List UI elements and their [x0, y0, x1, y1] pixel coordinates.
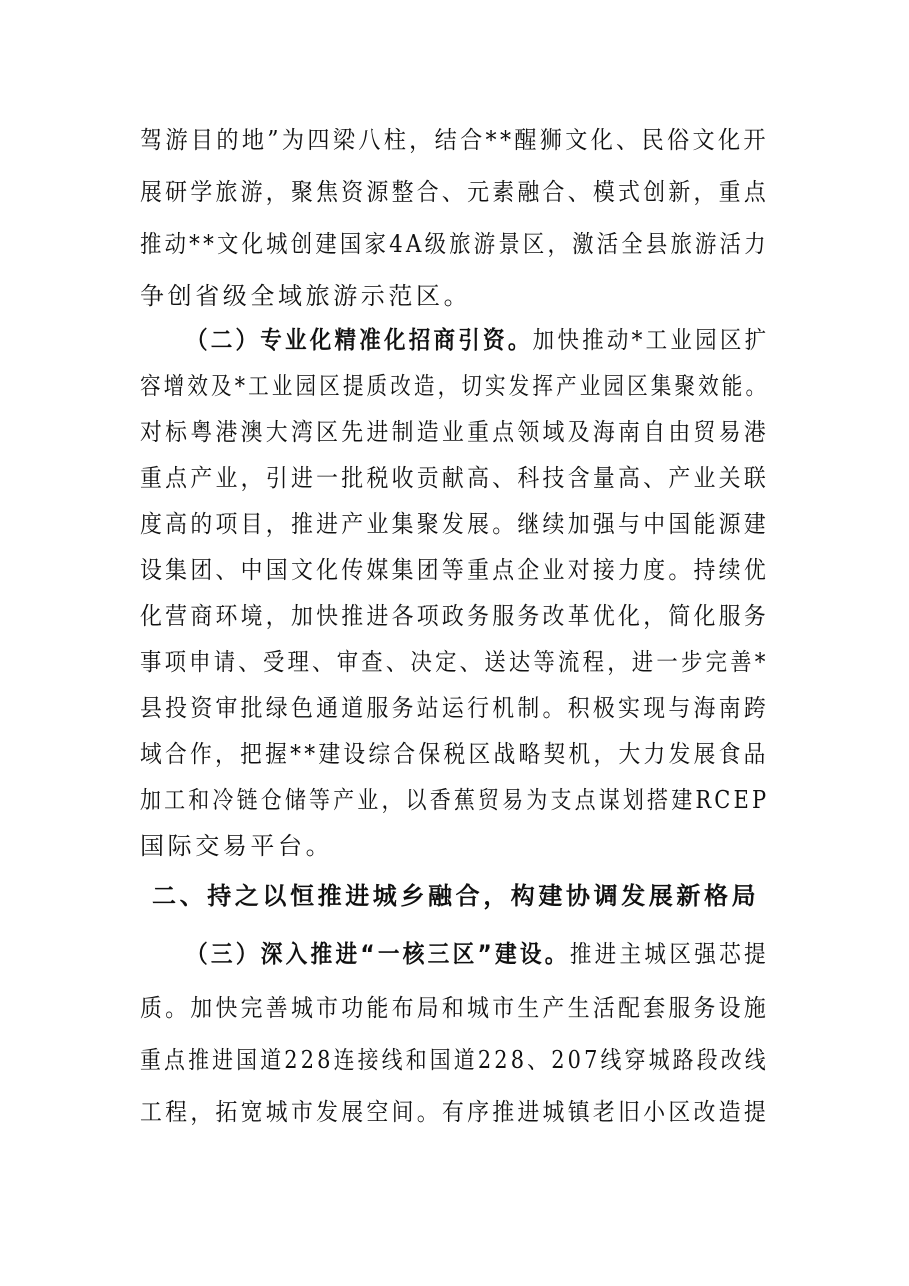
paragraph-line: 重点推进国道228连接线和国道228、207线穿城路段改线 [140, 1046, 769, 1074]
paragraph-line: 推动**文化城创建国家4A级旅游景区，激活全县旅游活力 [140, 230, 769, 258]
paragraph-line: 驾游目的地”为四梁八柱，结合**醒狮文化、民俗文化开 [140, 126, 769, 154]
paragraph-line: 事项申请、受理、审查、决定、送达等流程，进一步完善* [140, 648, 769, 676]
paragraph-line: 展研学旅游，聚焦资源整合、元素融合、模式创新，重点 [140, 178, 769, 206]
paragraph-first-line [186, 320, 769, 360]
paragraph-line: 重点产业，引进一批税收贡献高、科技含量高、产业关联 [140, 464, 769, 492]
paragraph-text: 推进主城区强芯提 [569, 940, 769, 968]
paragraph-line: 度高的项目，推进产业集聚发展。继续加强与中国能源建 [140, 510, 769, 538]
subsection-heading: （三）深入推进“一核三区”建设。 [186, 940, 570, 968]
paragraph-line: 加工和冷链仓储等产业，以香蕉贸易为支点谋划搭建RCEP [140, 786, 770, 814]
paragraph-line: 对标粤港澳大湾区先进制造业重点领域及海南自由贸易港 [140, 418, 769, 446]
paragraph-first-line [186, 934, 769, 974]
subsection-heading: （二）专业化精准化招商引资。 [186, 326, 533, 354]
paragraph-line: 县投资审批绿色通道服务站运行机制。积极实现与海南跨 [140, 694, 769, 722]
section-heading: 二、持之以恒推进城乡融合，构建协调发展新格局 [152, 882, 760, 910]
paragraph-line: 争创省级全域旅游示范区。 [140, 282, 472, 310]
paragraph-line: 工程，拓宽城市发展空间。有序推进城镇老旧小区改造提 [140, 1098, 769, 1126]
paragraph-line: 质。加快完善城市功能布局和城市生产生活配套服务设施 [140, 994, 769, 1022]
paragraph-line: 域合作，把握**建设综合保税区战略契机，大力发展食品 [140, 740, 769, 768]
paragraph-line: 化营商环境，加快推进各项政务服务改革优化，简化服务 [140, 602, 769, 630]
paragraph-text: 加快推动*工业园区扩 [532, 326, 770, 354]
paragraph-line: 设集团、中国文化传媒集团等重点企业对接力度。持续优 [140, 556, 769, 584]
paragraph-line: 容增效及*工业园区提质改造，切实发挥产业园区集聚效能。 [140, 372, 770, 400]
paragraph-line: 国际交易平台。 [140, 832, 334, 860]
